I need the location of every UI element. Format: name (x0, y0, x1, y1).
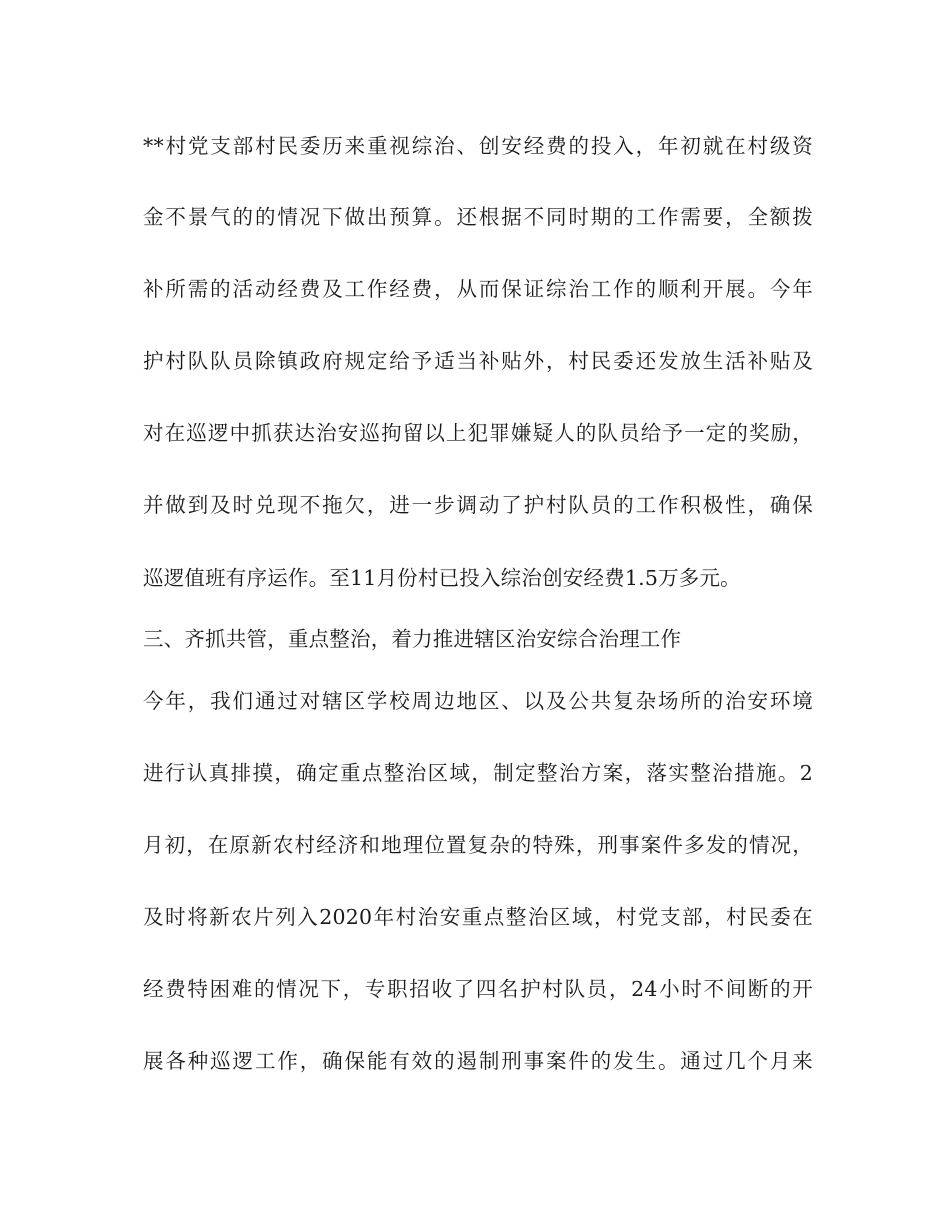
paragraph-2-line-4: 及时将新农片列入2020年村治安重点整治区域，村党支部，村民委在 (143, 905, 813, 929)
paragraph-2-line-5: 经费特困难的情况下，专职招收了四名护村队员，24小时不间断的开 (143, 977, 813, 1001)
paragraph-2-line-6: 展各种巡逻工作，确保能有效的遏制刑事案件的发生。通过几个月来 (143, 1049, 813, 1073)
paragraph-1-line-7: 巡逻值班有序运作。至11月份村已投入综治创安经费1.5万多元。 (143, 566, 741, 590)
paragraph-1-line-1: **村党支部村民委历来重视综治、创安经费的投入，年初就在村级资 (143, 134, 813, 158)
paragraph-2-line-1: 今年，我们通过对辖区学校周边地区、以及公共复杂场所的治安环境 (143, 689, 813, 713)
paragraph-2-line-3: 月初，在原新农村经济和地理位置复杂的特殊，刑事案件多发的情况， (143, 833, 813, 857)
paragraph-2-line-2: 进行认真排摸，确定重点整治区域，制定整治方案，落实整治措施。2 (143, 761, 813, 785)
paragraph-1-line-2: 金不景气的的情况下做出预算。还根据不同时期的工作需要，全额拨 (143, 205, 813, 229)
paragraph-1-line-6: 并做到及时兑现不拖欠，进一步调动了护村队员的工作积极性，确保 (143, 493, 813, 517)
paragraph-1-line-3: 补所需的活动经费及工作经费，从而保证综治工作的顺利开展。今年 (143, 277, 813, 301)
section-heading: 三、齐抓共管，重点整治，着力推进辖区治安综合治理工作 (143, 627, 682, 651)
paragraph-1-line-4: 护村队队员除镇政府规定给予适当补贴外，村民委还发放生活补贴及 (143, 349, 813, 373)
paragraph-1-line-5: 对在巡逻中抓获达治安巡拘留以上犯罪嫌疑人的队员给予一定的奖励， (143, 421, 813, 445)
